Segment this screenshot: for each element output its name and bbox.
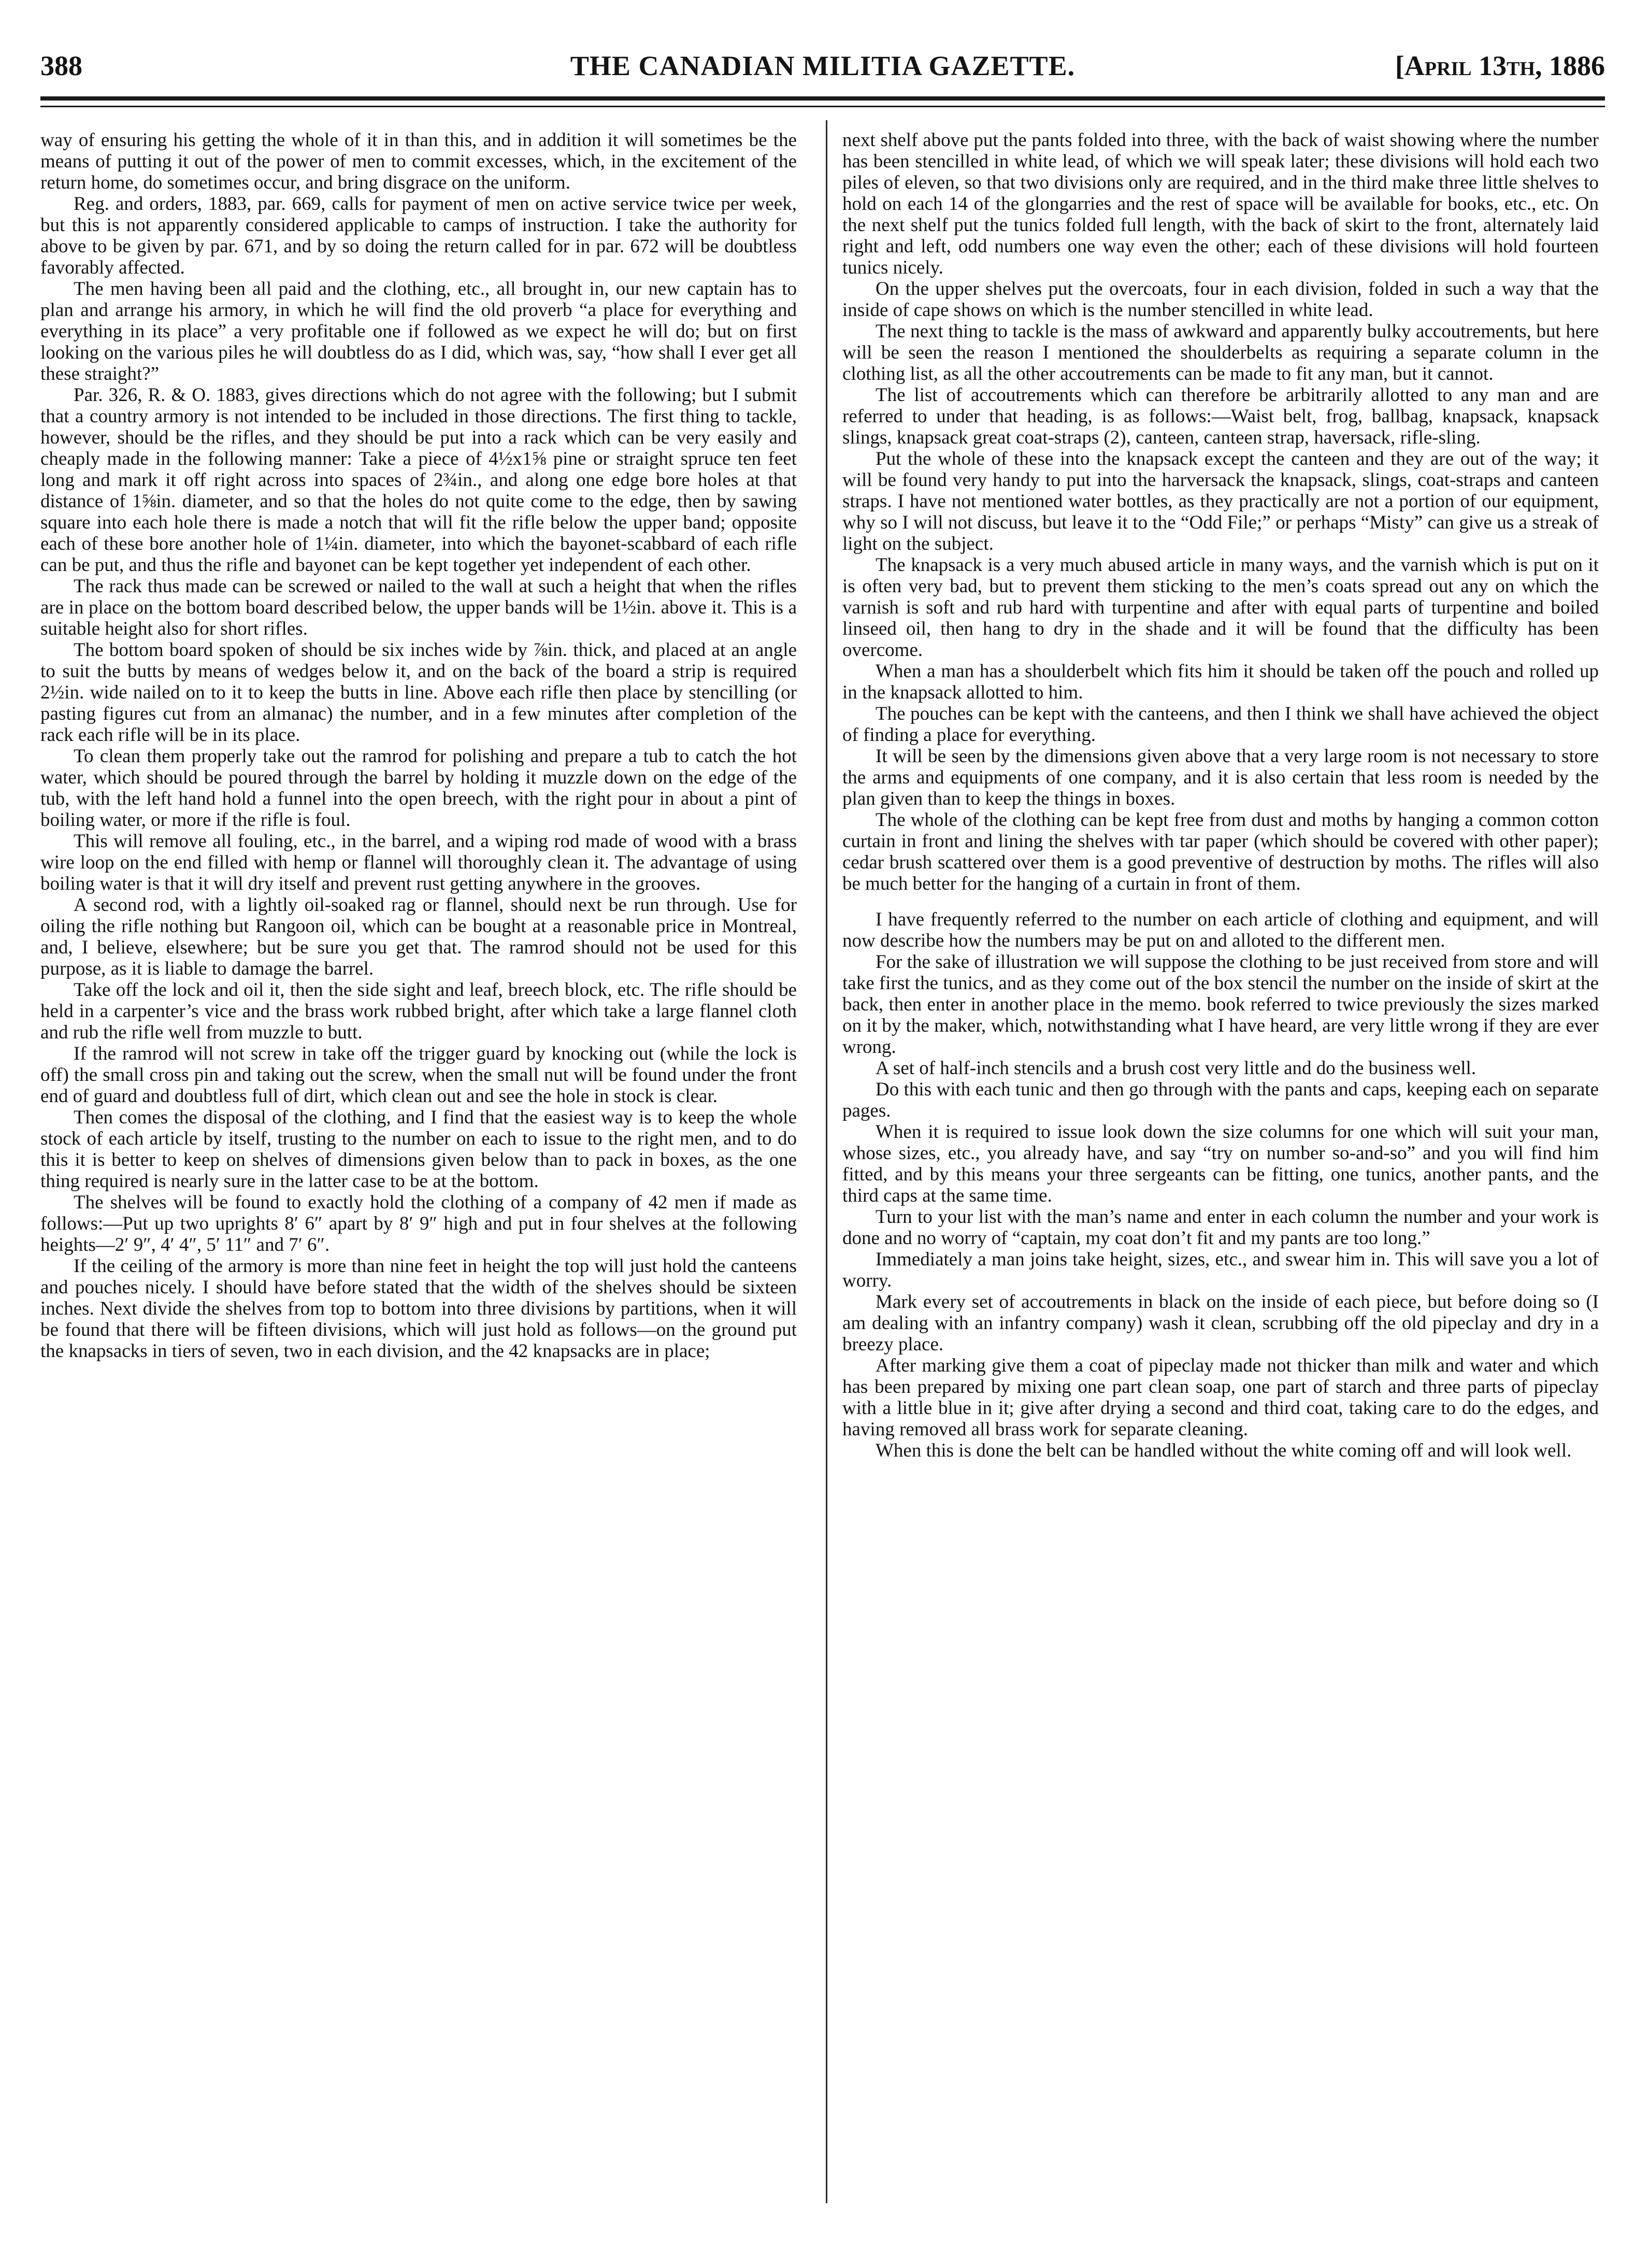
header-rule-thin — [40, 106, 1605, 107]
column-divider — [826, 120, 827, 2203]
issue-date: [April 13th, 1886 — [1395, 50, 1605, 81]
paragraph: Par. 326, R. & O. 1883, gives directions which do not agree with the following; but I submit that a country armory is not intended to be included in those directions. The first thing to tackle, however, should be the rifles, and they should be put into a rack which can be very easily and cheaply made in the following manner: Take a piece of 4½x1⅝ pine or straight spruce ten feet long and mark it off right across into spaces of 2¾in., and along one edge bore holes at that distance of 1⅝in. diameter, and so that the holes do not quite come to the edge, then by sawing square into each hole there is made a notch that will fit the rifle below the upper band; opposite each of these bore another hole of 1¼in. diameter, into which the bayonet-scabbard of each rifle can be put, and thus the rifle and bayonet can be kept together yet independent of each other. — [40, 384, 797, 576]
paragraph: After marking give them a coat of pipeclay made not thicker than milk and water and which has been prepared by mixing one part clean soap, one part of starch and three parts of pipeclay with a little blue in it; give after drying a second and third coat, taking care to do the edges, and having removed all brass work for separate cleaning. — [842, 1355, 1599, 1440]
paragraph: It will be seen by the dimensions given above that a very large room is not necessary to store the arms and equipments of one company, and it is also certain that less room is needed by the plan given than to keep the things in boxes. — [842, 746, 1599, 809]
paragraph: The pouches can be kept with the canteens, and then I think we shall have achieved the object of finding a place for everything. — [842, 703, 1599, 746]
paragraph: This will remove all fouling, etc., in the barrel, and a wiping rod made of wood with a brass wire loop on the end filled with hemp or flannel will thoroughly clean it. The advantage of using boiling water is that it will dry itself and prevent rust getting anywhere in the grooves. — [40, 831, 797, 894]
paragraph: On the upper shelves put the overcoats, four in each division, folded in such a way that the inside of cape shows on which is the number stencilled in white lead. — [842, 278, 1599, 321]
paragraph: The knapsack is a very much abused article in many ways, and the varnish which is put on it is often very bad, but to prevent them sticking to the men’s coats spread out any on which the varnish is soft and rub hard with turpentine and after with equal parts of turpentine and boiled linseed oil, then hang to dry in the shade and it will be found that the difficulty has been overcome. — [842, 554, 1599, 661]
paragraph: way of ensuring his getting the whole of it in than this, and in addition it will sometimes be the means of putting it out of the power of men to commit excesses, which, in the excitement of the return home, do sometimes occur, and bring disgrace on the uniform. — [40, 130, 797, 193]
paragraph: I have frequently referred to the number on each article of clothing and equipment, and will now describe how the numbers may be put on and alloted to the different men. — [842, 909, 1599, 951]
paragraph: The list of accoutrements which can therefore be arbitrarily allotted to any man and are referred to under that heading, is as follows:—Waist belt, frog, ballbag, knapsack, knapsack slings, knapsack great coat-straps (2), canteen, canteen strap, haversack, rifle-sling. — [842, 384, 1599, 448]
paragraph: Immediately a man joins take height, sizes, etc., and swear him in. This will save you a lot of worry. — [842, 1249, 1599, 1291]
paragraph: If the ceiling of the armory is more than nine feet in height the top will just hold the canteens and pouches nicely. I should have before stated that the width of the shelves should be sixteen inches. Next divide the shelves from top to bottom into three divisions by partitions, when it will be found that there will be fifteen divisions, which will just hold as follows—on the ground put the knapsacks in tiers of seven, two in each division, and the 42 knapsacks are in place; — [40, 1256, 797, 1362]
paragraph: When a man has a shoulderbelt which fits him it should be taken off the pouch and rolled up in the knapsack allotted to him. — [842, 661, 1599, 703]
paragraph: The shelves will be found to exactly hold the clothing of a company of 42 men if made as follows:—Put up two uprights 8′ 6″ apart by 8′ 9″ high and put in four shelves at the following heights—2′ 9″, 4′ 4″, 5′ 11″ and 7′ 6″. — [40, 1192, 797, 1256]
paragraph: Put the whole of these into the knapsack except the canteen and they are out of the way; it will be found very handy to put into the harversack the knapsack, slings, coat-straps and canteen straps. I have not mentioned water bottles, as they practically are not a portion of our equipment, why so I will not discuss, but leave it to the “Odd File;” or perhaps “Misty” can give us a streak of light on the subject. — [842, 448, 1599, 554]
right-column — [842, 130, 1599, 2228]
paragraph: A second rod, with a lightly oil-soaked rag or flannel, should next be run through. Use for oiling the rifle nothing but Rangoon oil, which can be bought at a reasonable price in Montreal, and, I believe, elsewhere; but be sure you get that. The ramrod should not be used for this purpose, as it is liable to damage the barrel. — [40, 894, 797, 979]
paragraph: When it is required to issue look down the size columns for one which will suit your man, whose sizes, etc., you already have, and say “try on number so-and-so” and you will find him fitted, and by this means your three sergeants can be fitting, one tunics, another pants, and the third caps at the same time. — [842, 1121, 1599, 1206]
masthead-title: THE CANADIAN MILITIA GAZETTE. — [570, 50, 1076, 81]
paragraph: The rack thus made can be screwed or nailed to the wall at such a height that when the rifles are in place on the bottom board described below, the upper bands will be 1½in. above it. This is a suitable height also for short rifles. — [40, 576, 797, 639]
paragraph: Reg. and orders, 1883, par. 669, calls for payment of men on active service twice per week, but this is not apparently considered applicable to camps of instruction. I take the authority for above to be given by par. 671, and by so doing the return called for in par. 672 will be doubtless favorably affected. — [40, 193, 797, 278]
paragraph: When this is done the belt can be handled without the white coming off and will look well. — [876, 1440, 1572, 1461]
paragraph: A set of half-inch stencils and a brush cost very little and do the business well. — [876, 1058, 1476, 1079]
paragraph: next shelf above put the pants folded into three, with the back of waist showing where the number has been stencilled in white lead, of which we will speak later; these divisions will hold each two piles of eleven, so that two divisions only are required, and in the third make three little shelves to hold on each 14 of the glongarries and the rest of space will be available for books, etc., etc. On the next shelf put the tunics folded full length, with the back of skirt to the front, alternately laid right and left, odd numbers one way even the other; each of these divisions will hold fourteen tunics nicely. — [842, 130, 1599, 278]
paragraph: The men having been all paid and the clothing, etc., all brought in, our new captain has to plan and arrange his armory, in which he will find the old proverb “a place for everything and everything in its place” a very profitable one if followed as we expect he will do; but on first looking on the various piles he will doubtless do as I did, which was, say, “how shall I ever get all these straight?” — [40, 278, 797, 384]
paragraph: Then comes the disposal of the clothing, and I find that the easiest way is to keep the whole stock of each article by itself, trusting to the number on each to issue to the right men, and to do this it is better to keep on shelves of dimensions given below than to pack in boxes, as the one thing required is nearly sure in the latter case to be at the bottom. — [40, 1107, 797, 1192]
paragraph: The next thing to tackle is the mass of awkward and apparently bulky accoutrements, but here will be seen the reason I mentioned the shoulderbelts as requiring a separate column in the clothing list, as all the other accoutrements can be made to fit any man, but it cannot. — [842, 321, 1599, 384]
paragraph: Take off the lock and oil it, then the side sight and leaf, breech block, etc. The rifle should be held in a carpenter’s vice and the brass work rubbed bright, after which take a large flannel cloth and rub the rifle well from muzzle to butt. — [40, 979, 797, 1043]
paragraph: The bottom board spoken of should be six inches wide by ⅞in. thick, and placed at an angle to suit the butts by means of wedges below it, and on the back of the board a strip is required 2½in. wide nailed on to it to keep the butts in line. Above each rifle then place by stencilling (or pasting figures cut from an almanac) the number, and in a few minutes after completion of the rack each rifle will be in its place. — [40, 639, 797, 746]
paragraph: The whole of the clothing can be kept free from dust and moths by hanging a common cotton curtain in front and lining the shelves with tar paper (which should be covered with other paper); cedar brush scattered over them is a good preventive of destruction by moths. The rifles will also be much better for the hanging of a curtain in front of them. — [842, 809, 1599, 894]
left-column — [40, 130, 797, 2228]
paragraph: To clean them properly take out the ramrod for polishing and prepare a tub to catch the hot water, which should be poured through the barrel by holding it muzzle down on the edge of the tub, with the left hand hold a funnel into the open breech, with the right pour in about a pint of boiling water, or more if the rifle is foul. — [40, 746, 797, 831]
paragraph: Turn to your list with the man’s name and enter in each column the number and your work is done and no worry of “captain, my coat don’t fit and my pants are too long.” — [842, 1206, 1599, 1249]
paragraph: Mark every set of accoutrements in black on the inside of each piece, but before doing so (I am dealing with an infantry company) wash it clean, scrubbing off the old pipeclay and dry in a breezy place. — [842, 1291, 1599, 1355]
paragraph: If the ramrod will not screw in take off the trigger guard by knocking out (while the lock is off) the small cross pin and taking out the screw, when the small nut will be found under the front end of guard and doubtless full of dirt, which clean out and see the hole in stock is clear. — [40, 1043, 797, 1107]
header-rule-thick — [40, 96, 1605, 101]
page-header — [40, 42, 1605, 89]
page-number: 388 — [40, 50, 82, 81]
paragraph: For the sake of illustration we will suppose the clothing to be just received from store and will take first the tunics, and as they come out of the box stencil the number on the inside of skirt at the back, then enter in another place in the memo. book referred to twice previously the sizes marked on it by the maker, which, notwithstanding what I have heard, are very little wrong if they are ever wrong. — [842, 951, 1599, 1058]
paragraph: Do this with each tunic and then go through with the pants and caps, keeping each on separate pages. — [842, 1079, 1599, 1121]
